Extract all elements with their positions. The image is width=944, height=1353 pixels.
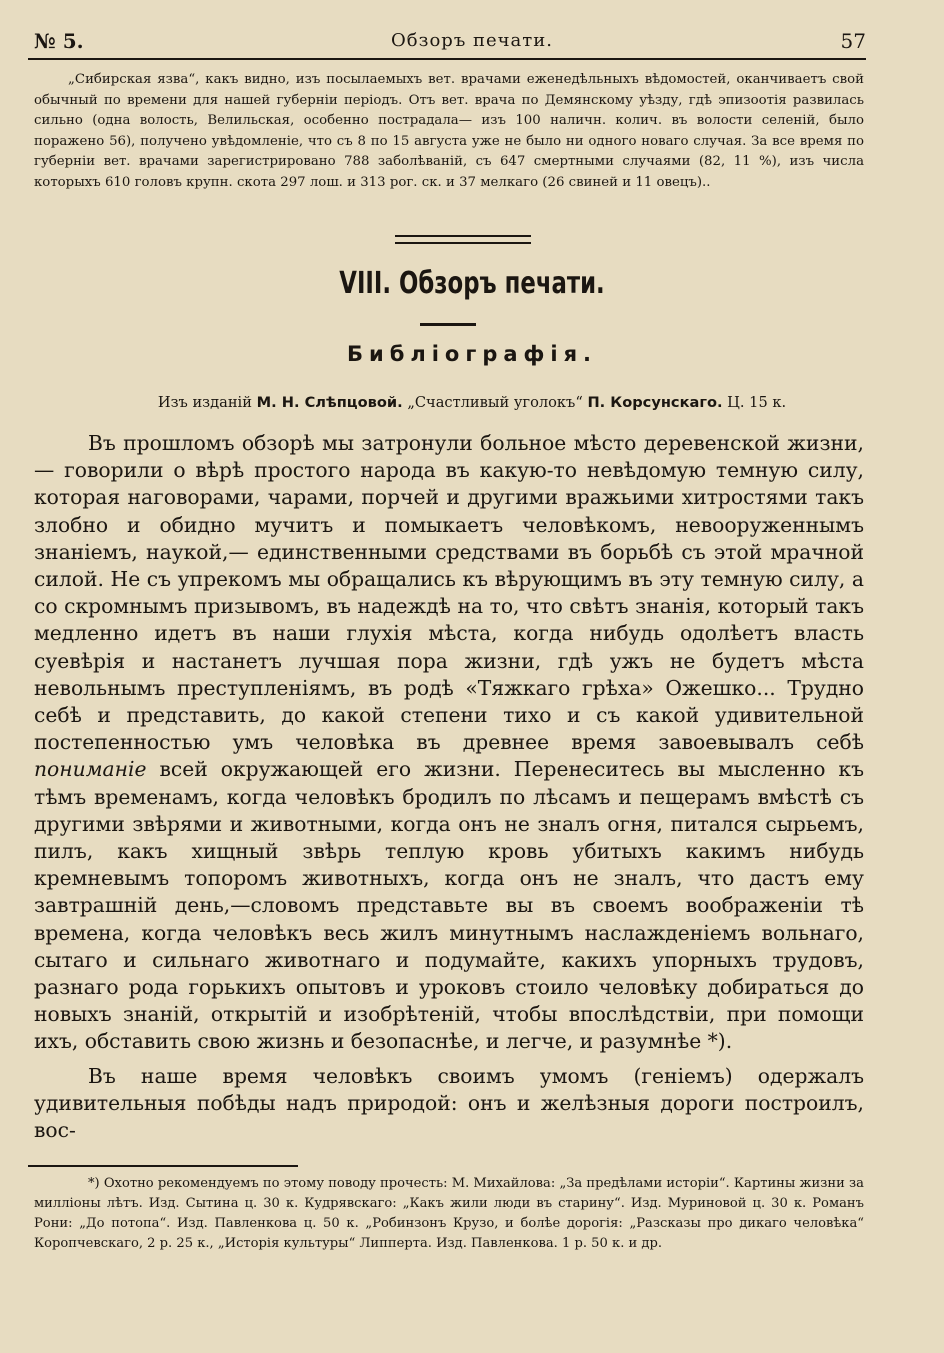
body-p1-emphasis: пониманіе <box>34 757 147 782</box>
issue-number: № 5. <box>34 29 84 53</box>
source-publisher: М. Н. Слѣпцовой. <box>256 394 403 411</box>
footnote-text: *) Охотно рекомендуемъ по этому поводу прочесть: М. Михайлова: „За предѣлами исторіи“. Картины жизни за милліоны лѣтъ. Изд. Сытина ц. 30 к. Кудрявскаго: „Какъ жили люди въ старину“. Изд. Муриновой ц. 30 к. Романъ Рони: „До потопа“. Изд. Павленкова ц. 50 к. „Робинзонъ Крузо, и болѣе дорогія: „Разсказы про дикаго человѣка“ Коропчевскаго, 2 р. 25 к., „Исторія культуры“ Липперта. Изд. Павленкова. 1 р. 50 к. и др. <box>34 1176 864 1251</box>
article-body <box>34 430 864 1144</box>
section-subtitle: Библіографія. <box>346 342 598 366</box>
body-paragraph-2: Въ наше время человѣкъ своимъ умомъ (геніемъ) одержалъ удивительныя побѣды надъ природой: онъ и желѣзныя дороги построилъ, вос- <box>34 1063 864 1143</box>
source-book-title: „Счастливый уголокъ“ <box>407 394 583 411</box>
body-paragraph-1 <box>34 430 864 1056</box>
section-divider <box>395 235 531 244</box>
footnote-block <box>34 1174 864 1254</box>
source-author: П. Корсунскаго. <box>587 394 723 411</box>
source-prefix: Изъ изданій <box>157 394 252 411</box>
section-title: VIII. Обзоръ печати. <box>339 266 605 301</box>
intro-paragraph: „Сибирская язва“, какъ видно, изъ посылаемыхъ вет. врачами еженедѣльныхъ вѣдомостей, оканчиваетъ свой обычный по времени для нашей губерніи періодъ. Отъ вет. врача по Демянскому уѣзду, гдѣ эпизоотія развилась сильно (одна волость, Велильская, особенно пострадала— изъ 100 наличн. колич. въ волости селеній, было поражено 56), получено увѣдомленіе, что съ 8 по 15 августа уже не было ни одного новаго случая. За все время по губерніи вет. врачами зарегистрировано 788 заболѣваній, съ 647 смертными случаями (82, 11 %), изъ числа которыхъ 610 головъ крупн. скота 297 лош. и 313 рог. ск. и 37 мелкаго (26 свиней и 11 овецъ).. <box>34 72 864 190</box>
intro-block <box>34 70 864 193</box>
header-rule <box>28 58 866 60</box>
page-number: 57 <box>840 29 866 53</box>
body-p1-start: Въ прошломъ обзорѣ мы затронули больное мѣсто деревенской жизни,— говорили о вѣрѣ простого народа въ какую-то невѣдомую темную силу, которая наговорами, чарами, порчей и другими вражьими хитростями такъ злобно и обидно мучитъ и помыкаетъ человѣкомъ, невооруженнымъ знаніемъ, наукой,— единственными средствами въ борьбѣ съ этой мрачной силой. Не съ упрекомъ мы обращались къ вѣрующимъ въ эту темную силу, а со скромнымъ призывомъ, въ надеждѣ на то, что свѣтъ знанія, который такъ медленно идетъ въ наши глухія мѣста, когда нибудь одолѣетъ власть суевѣрія и настанетъ лучшая пора жизни, гдѣ ужъ не будетъ мѣста невольнымъ преступленіямъ, въ родѣ «Тяжкаго грѣха» Ожешко... Трудно себѣ и представить, до какой степени тихо и съ какой удивительной постепенностью умъ человѣка въ древнее время завоевывалъ себѣ <box>34 431 864 755</box>
footnote-rule <box>28 1165 298 1167</box>
title-rule <box>420 323 476 326</box>
source-price: Ц. 15 к. <box>727 394 787 411</box>
body-p1-end: всей окружающей его жизни. Перенеситесь вы мысленно къ тѣмъ временамъ, когда человѣкъ бродилъ по лѣсамъ и пещерамъ вмѣстѣ съ другими звѣрями и животными, когда онъ не зналъ огня, питался сырьемъ, пилъ, какъ хищный звѣрь теплую кровь убитыхъ какимъ нибудь кремневымъ топоромъ животныхъ, когда онъ не зналъ, что дастъ ему завтрашній день,—словомъ представьте вы въ своемъ воображеніи тѣ времена, когда человѣкъ весь жилъ минутнымъ наслажденіемъ вольнаго, сытаго и сильнаго животнаго и подумайте, какихъ упорныхъ трудовъ, разнаго рода горькихъ опытовъ и уроковъ стоило человѣку добираться до новыхъ знаній, открытій и изобрѣтеній, чтобы впослѣдствіи, при помощи ихъ, обставить свою жизнь и безопаснѣе, и легче, и разумнѣе *). <box>34 757 864 1054</box>
running-title: Обзоръ печати. <box>391 30 553 51</box>
source-line <box>0 393 944 413</box>
running-header <box>0 26 944 56</box>
